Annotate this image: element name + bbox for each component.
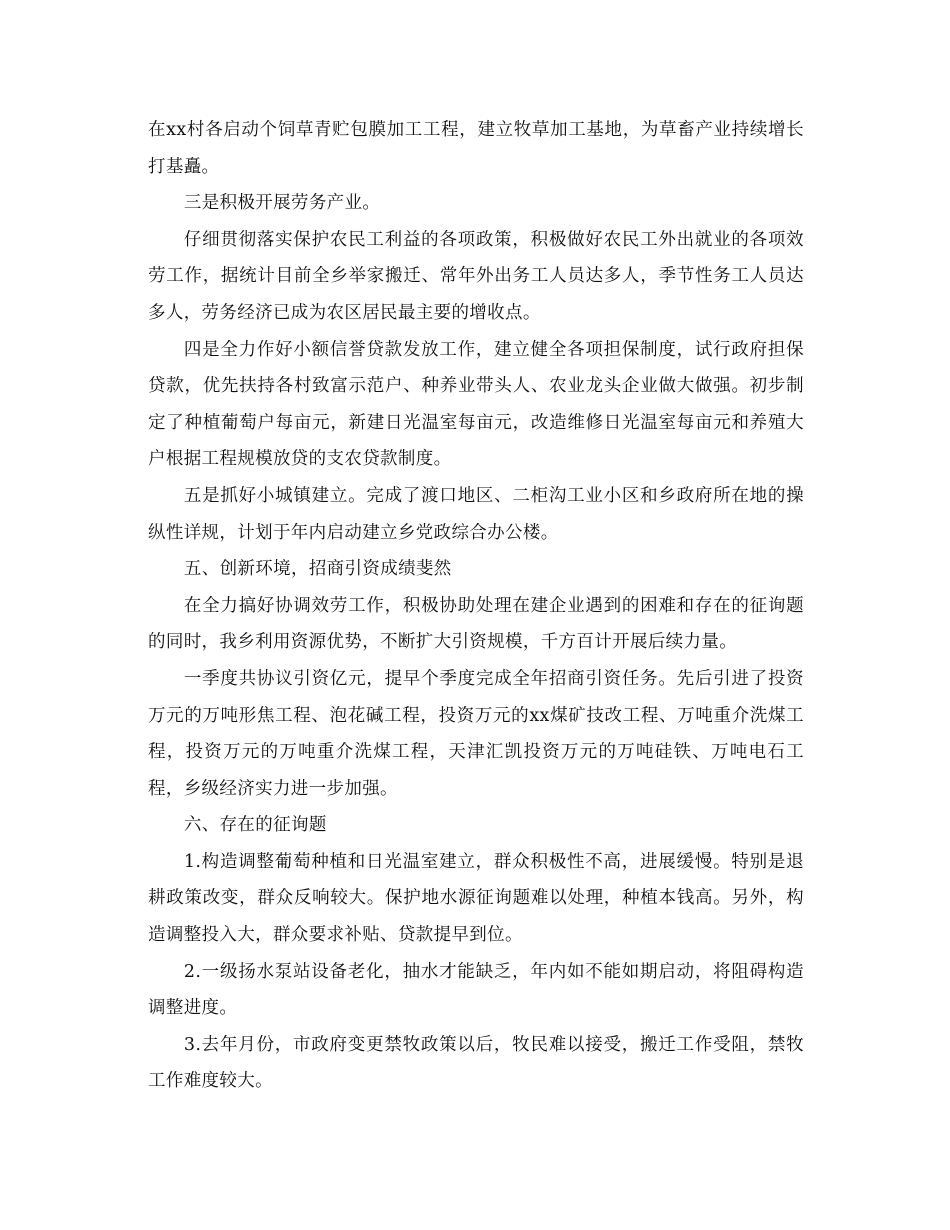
- list-item-3: 3.去年月份，市政府变更禁牧政策以后，牧民难以接受，搬迁工作受阻，禁牧工作难度较大。: [148, 1034, 804, 1092]
- list-item-1: 1.构造调整葡萄种植和日光温室建立，群众积极性不高，进展缓慢。特别是退耕政策改变，群众反响较大。保护地水源征询题难以处理，种植本钱高。另外，构造调整投入大，群众要求补贴、贷款提早到位。: [148, 851, 804, 946]
- section-heading-5: 五、创新环境，招商引资成绩斐然: [183, 559, 452, 580]
- section-heading-6: 六、存在的征询题: [183, 815, 327, 836]
- paragraph-4: 四是全力作好小额信誉贷款发放工作，建立健全各项担保制度，试行政府担保贷款，优先扶持各村致富示范户、种养业带头人、农业龙头企业做大做强。初步制定了种植葡萄户每亩元，新建日光温室每亩元，改造维修日光温室每亩元和养殖大户根据工程规模放贷的支农贷款制度。: [148, 339, 804, 470]
- paragraph-3: 仔细贯彻落实保护农民工利益的各项政策，积极做好农民工外出就业的各项效劳工作，据统计目前全乡举家搬迁、常年外出务工人员达多人，季节性务工人员达多人，劳务经济已成为农区居民最主要的增收点。: [148, 229, 804, 323]
- paragraph-2: 三是积极开展劳务产业。: [183, 193, 381, 214]
- document-body: [148, 112, 804, 1100]
- paragraph-8: 一季度共协议引资亿元，提早个季度完成全年招商引资任务。先后引进了投资万元的万吨形焦工程、泡花碱工程，投资万元的xx煤矿技改工程、万吨重介洗煤工程，投资万元的万吨重介洗煤工程，天津汇凯投资万元的万吨硅铁、万吨电石工程，乡级经济实力进一步加强。: [148, 668, 804, 799]
- list-item-2: 2.一级扬水泵站设备老化，抽水才能缺乏，年内如不能如期启动，将阻碍构造调整进度。: [148, 961, 804, 1019]
- paragraph-1: 在xx村各启动个饲草青贮包膜加工工程，建立牧草加工基地，为草畜产业持续增长打基矗。: [148, 120, 804, 177]
- paragraph-7: 在全力搞好协调效劳工作，积极协助处理在建企业遇到的困难和存在的征询题的同时，我乡利用资源优势，不断扩大引资规模，千方百计开展后续力量。: [148, 595, 804, 653]
- paragraph-5: 五是抓好小城镇建立。完成了渡口地区、二柜沟工业小区和乡政府所在地的操纵性详规，计划于年内启动建立乡党政综合办公楼。: [148, 485, 804, 543]
